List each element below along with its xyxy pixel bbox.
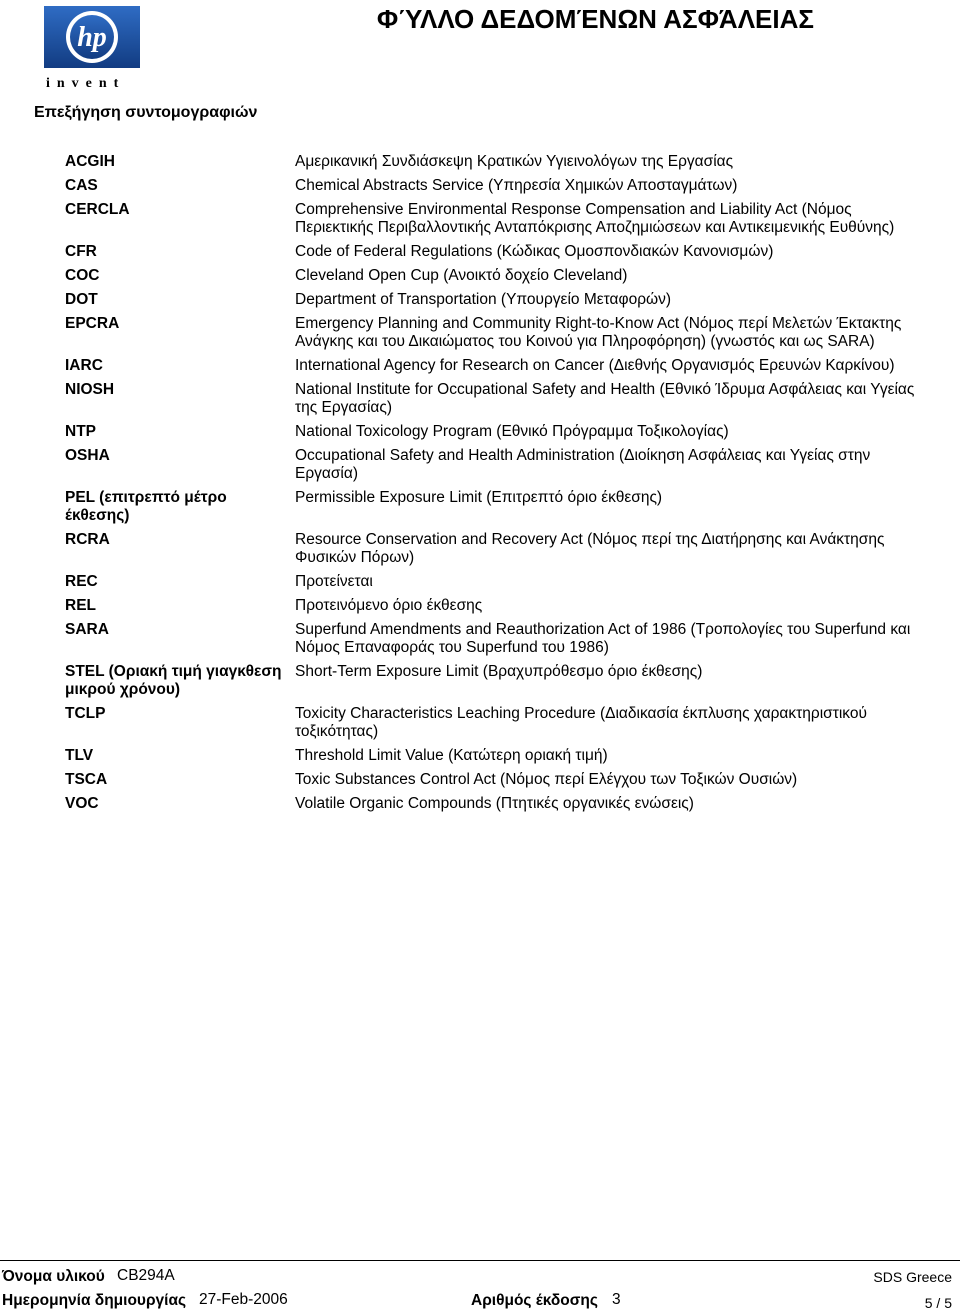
abbreviation-definition: Toxicity Characteristics Leaching Procedure (Διαδικασία έκπλυσης χαρακτηριστικού τοξικότητας)	[295, 705, 867, 740]
page-number: 5 / 5	[924, 1295, 952, 1311]
abbreviation-term: CAS	[65, 177, 98, 194]
abbreviation-row	[65, 662, 925, 704]
abbreviation-row	[65, 152, 925, 176]
abbreviation-definition: Resource Conservation and Recovery Act (Νόμος περί της Διατήρησης και Ανάκτησης Φυσικών Πόρων)	[295, 531, 885, 566]
abbreviation-definition: Occupational Safety and Health Administration (Διοίκηση Ασφάλειας και Υγείας στην Εργασία)	[295, 447, 871, 482]
logo-mark-text: hp	[77, 22, 107, 53]
abbreviation-definition: Προτείνεται	[295, 573, 373, 590]
product-name-label: Όνομα υλικού	[2, 1268, 105, 1285]
abbreviation-row	[65, 794, 925, 818]
abbreviation-definition: Comprehensive Environmental Response Compensation and Liability Act (Νόμος Περιεκτικής Περιβαλλοντικής Ανταπόκρισης Αποζημιώσεων και Αντικειμενικής Ευθύνης)	[295, 201, 895, 236]
abbreviation-definition: Προτεινόμενο όριο έκθεσης	[295, 597, 483, 614]
abbreviation-definition: Code of Federal Regulations (Κώδικας Ομοσπονδιακών Κανονισμών)	[295, 243, 774, 260]
abbreviation-row	[65, 422, 925, 446]
abbreviation-term: OSHA	[65, 447, 110, 464]
abbreviation-term: REC	[65, 573, 98, 590]
abbreviation-term: NTP	[65, 423, 96, 440]
abbreviation-row	[65, 746, 925, 770]
creation-date-label: Ημερομηνία δημιουργίας	[2, 1292, 187, 1309]
abbreviation-definition: Superfund Amendments and Reauthorization Act of 1986 (Τροπολογίες του Superfund και Νόμος Επαναφοράς του Superfund του 1986)	[295, 621, 911, 656]
abbreviation-term: TCLP	[65, 705, 106, 722]
abbreviation-term: ACGIH	[65, 153, 115, 170]
abbreviations-table	[65, 152, 925, 818]
abbreviation-row	[65, 572, 925, 596]
revision-label: Αριθμός έκδοσης	[471, 1292, 598, 1309]
document-title: ΦΎΛΛΟ ΔΕΔΟΜΈΝΩΝ ΑΣΦΆΛΕΙΑΣ	[376, 4, 814, 34]
abbreviation-term: TLV	[65, 747, 94, 764]
abbreviation-row	[65, 242, 925, 266]
abbreviation-term: EPCRA	[65, 315, 120, 332]
abbreviation-row	[65, 770, 925, 794]
abbreviation-row	[65, 290, 925, 314]
sds-region: SDS Greece	[873, 1269, 952, 1285]
abbreviation-definition: International Agency for Research on Cancer (Διεθνής Οργανισμός Ερευνών Καρκίνου)	[295, 357, 895, 374]
abbreviation-row	[65, 596, 925, 620]
abbreviation-term: DOT	[65, 291, 98, 308]
abbreviation-term: COC	[65, 267, 100, 284]
abbreviation-definition: Department of Transportation (Υπουργείο Μεταφορών)	[295, 291, 672, 308]
abbreviation-row	[65, 356, 925, 380]
abbreviation-row	[65, 488, 925, 530]
abbreviation-definition: Cleveland Open Cup (Ανοικτό δοχείο Cleveland)	[295, 267, 628, 284]
abbreviation-definition: National Institute for Occupational Safety and Health (Εθνικό Ίδρυμα Ασφάλειας και Υγείας της Εργασίας)	[295, 381, 915, 416]
abbreviation-row	[65, 704, 925, 746]
abbreviation-term: CFR	[65, 243, 97, 260]
abbreviation-row	[65, 200, 925, 242]
creation-date-value: 27-Feb-2006	[199, 1291, 288, 1308]
abbreviation-definition: Permissible Exposure Limit (Επιτρεπτό όριο έκθεσης)	[295, 489, 663, 506]
abbreviation-term: SARA	[65, 621, 109, 638]
abbreviation-definition: Emergency Planning and Community Right-to-Know Act (Νόμος περί Μελετών Έκτακτης Ανάγκης και του Δικαιώματος του Κοινού για Πληροφόρηση) (γνωστός και ως SARA)	[295, 315, 902, 350]
abbreviation-term: NIOSH	[65, 381, 115, 398]
section-heading: Επεξήγηση συντομογραφιών	[34, 104, 258, 121]
abbreviation-row	[65, 266, 925, 290]
abbreviation-definition: Toxic Substances Control Act (Νόμος περί Ελέγχου των Τοξικών Ουσιών)	[295, 771, 798, 788]
abbreviation-term: TSCA	[65, 771, 108, 788]
abbreviation-definition: Threshold Limit Value (Κατώτερη οριακή τιμή)	[295, 747, 608, 764]
abbreviation-row	[65, 620, 925, 662]
abbreviation-definition: Αμερικανική Συνδιάσκεψη Κρατικών Υγιεινολόγων της Εργασίας	[295, 153, 734, 170]
hp-logo-icon	[44, 6, 140, 68]
abbreviation-term: CERCLA	[65, 201, 130, 218]
footer-divider	[0, 1260, 960, 1261]
abbreviation-term: IARC	[65, 357, 103, 374]
abbreviation-definition: Short-Term Exposure Limit (Βραχυπρόθεσμο όριο έκθεσης)	[295, 663, 703, 680]
abbreviation-definition: National Toxicology Program (Εθνικό Πρόγραμμα Τοξικολογίας)	[295, 423, 729, 440]
abbreviation-definition: Volatile Organic Compounds (Πτητικές οργανικές ενώσεις)	[295, 795, 694, 812]
abbreviation-term: REL	[65, 597, 96, 614]
abbreviation-row	[65, 446, 925, 488]
abbreviation-row	[65, 530, 925, 572]
hp-invent-logo	[44, 6, 140, 90]
abbreviations-table-body	[65, 152, 925, 818]
abbreviation-term: STEL (Οριακή τιμή γιαγκθεση μικρού χρόνου)	[65, 663, 282, 698]
logo-tagline: invent	[46, 76, 126, 91]
product-name-value: CB294A	[117, 1267, 175, 1284]
abbreviation-definition: Chemical Abstracts Service (Υπηρεσία Χημικών Αποσταγμάτων)	[295, 177, 738, 194]
abbreviation-term: PEL (επιτρεπτό μέτρο έκθεσης)	[65, 489, 227, 524]
revision-value: 3	[612, 1291, 621, 1308]
abbreviation-term: VOC	[65, 795, 99, 812]
abbreviation-term: RCRA	[65, 531, 110, 548]
abbreviation-row	[65, 176, 925, 200]
abbreviation-row	[65, 314, 925, 356]
abbreviation-row	[65, 380, 925, 422]
